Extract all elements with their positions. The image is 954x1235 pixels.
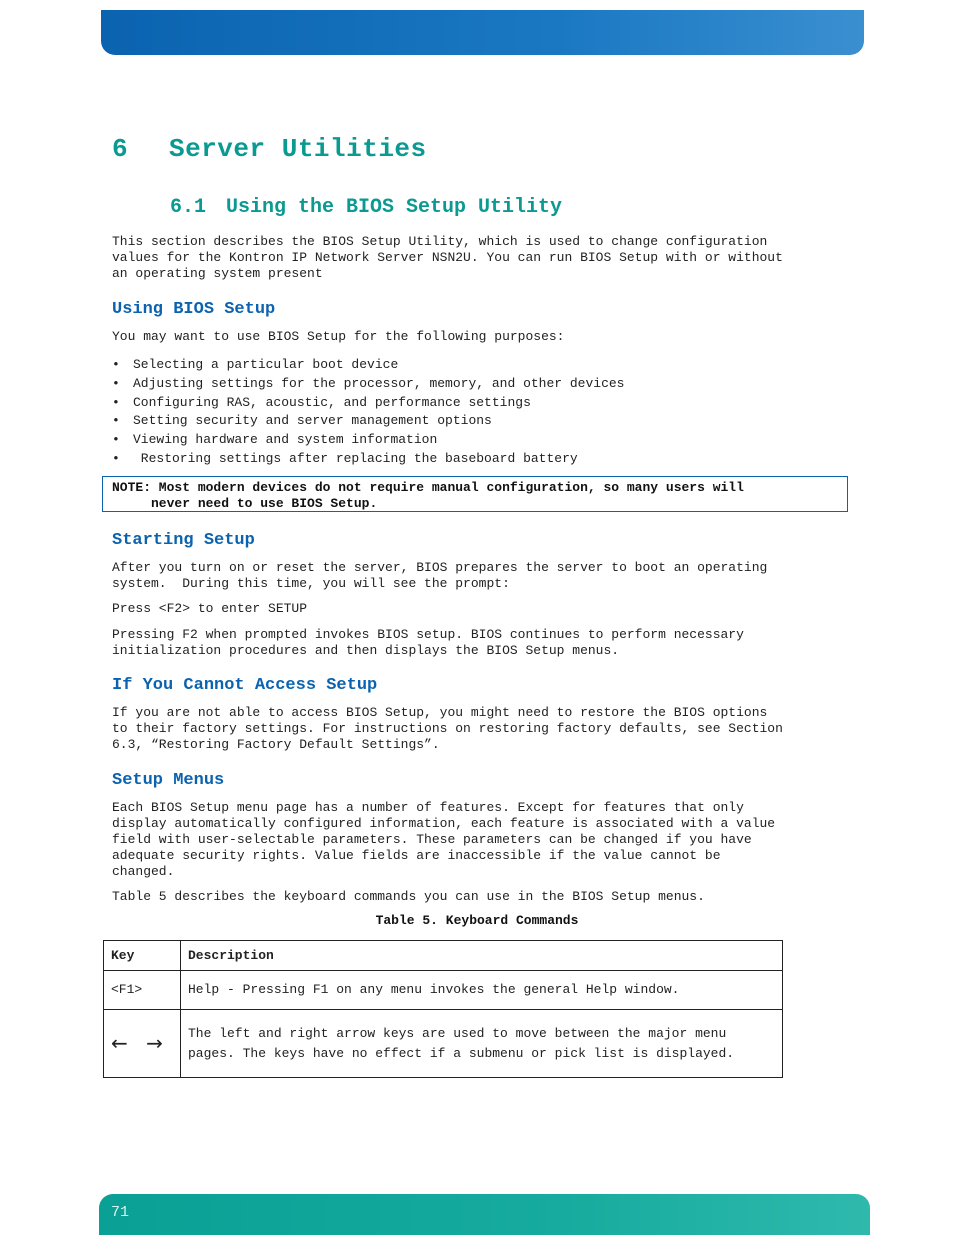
description-cell: The left and right arrow keys are used to move between the major menu pages. The keys have no effect if a submenu or pick list is displayed. <box>181 1010 783 1078</box>
using-bios-heading: Using BIOS Setup <box>112 300 276 319</box>
note-text: NOTE: Most modern devices do not require manual configuration, so many users will never need to use BIOS Setup. <box>112 480 744 511</box>
chapter-heading <box>112 134 427 164</box>
purposes-list <box>112 356 624 469</box>
setup-menus-paragraph: Each BIOS Setup menu page has a number of features. Except for features that only display automatically configured information, each feature is associated with a value field with user-selectable parameters. These parameters can be changed if you have adequate security rights. Value fields are inaccessible if the value cannot be changed. <box>112 800 776 879</box>
starting-setup-paragraph: After you turn on or reset the server, BIOS prepares the server to boot an operating system. During this time, you will see the prompt: <box>112 560 768 591</box>
table-caption: Table 5. Keyboard Commands <box>375 913 579 928</box>
bullet-icon: • <box>112 432 120 448</box>
chapter-title: Server Utilities <box>169 134 427 164</box>
table-header-row <box>104 941 783 971</box>
column-header-key: Key <box>104 941 181 971</box>
chapter-number: 6 <box>112 134 129 164</box>
footer-bar <box>99 1194 870 1235</box>
bullet-icon: • <box>112 450 120 466</box>
header-bar <box>101 10 864 55</box>
table-row <box>104 1010 783 1078</box>
note-box <box>102 476 848 512</box>
key-cell: <F1> <box>104 971 181 1010</box>
cannot-access-heading: If You Cannot Access Setup <box>112 676 378 695</box>
list-item: • Adjusting settings for the processor, memory, and other devices <box>112 375 624 394</box>
setup-menus-heading: Setup Menus <box>112 771 225 790</box>
using-bios-lead: You may want to use BIOS Setup for the following purposes: <box>112 329 565 344</box>
cannot-access-paragraph: If you are not able to access BIOS Setup, you might need to restore the BIOS options to their factory settings. For instructions on restoring factory defaults, see Section 6.3, “Restoring Factory Default Settings”. <box>112 705 783 752</box>
list-item: • Viewing hardware and system information <box>112 431 624 450</box>
list-item: • Configuring RAS, acoustic, and performance settings <box>112 394 624 413</box>
list-item: • Restoring settings after replacing the baseboard battery <box>112 450 624 469</box>
keyboard-commands-table <box>103 940 783 1078</box>
starting-setup-heading: Starting Setup <box>112 531 255 550</box>
section-heading <box>170 196 562 219</box>
setup-prompt: Press <F2> to enter SETUP <box>112 601 308 616</box>
column-header-description: Description <box>181 941 783 971</box>
bullet-icon: • <box>112 394 120 410</box>
bullet-icon: • <box>112 375 120 391</box>
description-cell: Help - Pressing F1 on any menu invokes the general Help window. <box>181 971 783 1010</box>
list-item: • Selecting a particular boot device <box>112 356 624 375</box>
section-number: 6.1 <box>170 196 207 219</box>
intro-paragraph: This section describes the BIOS Setup Utility, which is used to change configuration values for the Kontron IP Network Server NSN2U. You can run BIOS Setup with or without an operating system present <box>112 234 783 281</box>
page-number: 71 <box>111 1204 130 1221</box>
list-item: • Setting security and server management options <box>112 412 624 431</box>
starting-setup-paragraph-2: Pressing F2 when prompted invokes BIOS setup. BIOS continues to perform necessary initialization procedures and then displays the BIOS Setup menus. <box>112 627 744 658</box>
table-reference: Table 5 describes the keyboard commands you can use in the BIOS Setup menus. <box>112 889 705 904</box>
table-row <box>104 971 783 1010</box>
section-title: Using the BIOS Setup Utility <box>226 196 563 219</box>
bullet-icon: • <box>112 357 120 372</box>
arrow-keys-icon: ← → <box>104 1010 181 1078</box>
bullet-icon: • <box>112 413 120 429</box>
